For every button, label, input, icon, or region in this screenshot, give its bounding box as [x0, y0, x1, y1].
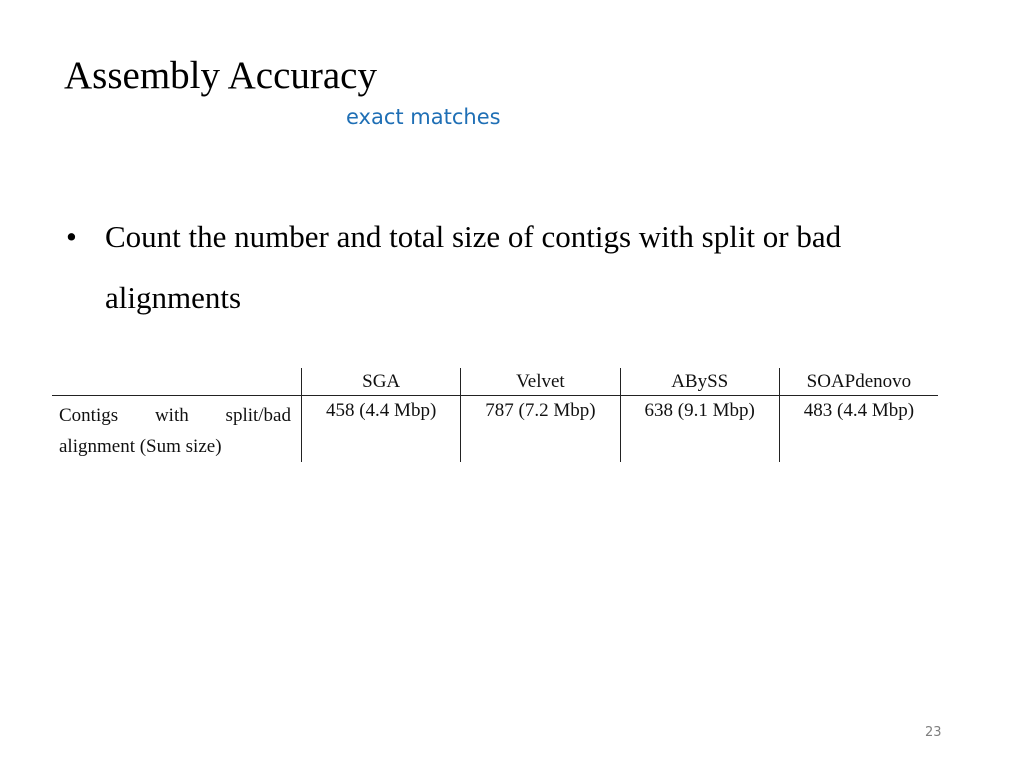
row-label: Contigs with split/bad alignment (Sum size)	[59, 405, 291, 457]
cell-velvet: 787 (7.2 Mbp)	[461, 396, 620, 463]
header-abyss: ABySS	[620, 368, 779, 396]
header-soapdenovo: SOAPdenovo	[779, 368, 938, 396]
table-header	[52, 368, 938, 396]
slide-title: Assembly Accuracy	[64, 54, 377, 97]
bullet-text: Count the number and total size of contigs with split or bad alignments	[105, 219, 842, 315]
page-number: 23	[925, 725, 942, 740]
table-row	[52, 396, 938, 463]
table-body	[52, 396, 938, 463]
bullet-marker: •	[66, 219, 77, 254]
cell-sga: 458 (4.4 Mbp)	[302, 396, 461, 463]
exact-matches-annotation: exact matches	[346, 105, 501, 129]
bullet-list	[66, 206, 946, 328]
cell-abyss: 638 (9.1 Mbp)	[620, 396, 779, 463]
cell-soapdenovo: 483 (4.4 Mbp)	[779, 396, 938, 463]
header-empty	[52, 368, 302, 396]
header-velvet: Velvet	[461, 368, 620, 396]
header-sga: SGA	[302, 368, 461, 396]
results-table	[52, 368, 938, 462]
table-header-row	[52, 368, 938, 396]
